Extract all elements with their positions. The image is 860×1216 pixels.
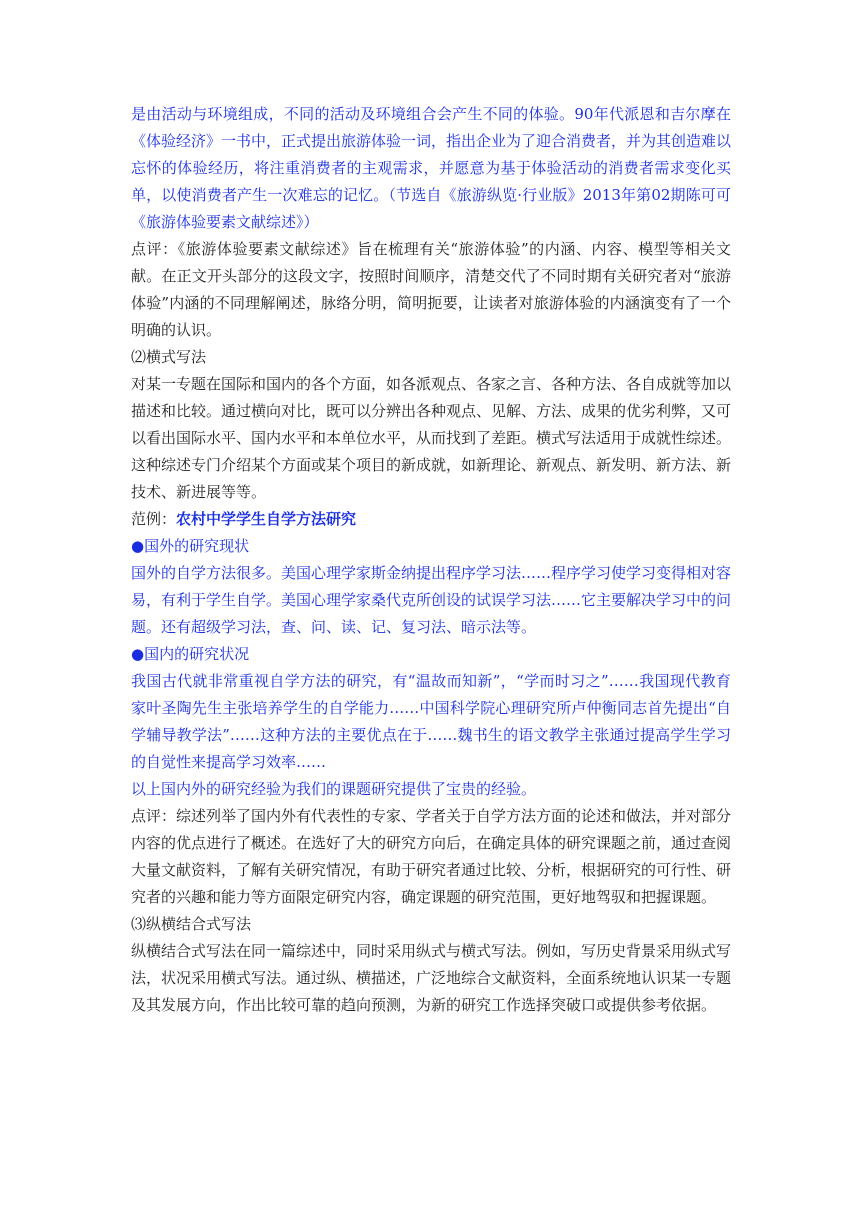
paragraph-horizontal-method: 对某一专题在国际和国内的各个方面，如各派观点、各家之言、各种方法、各自成就等加以描述和比较。通过横向对比，既可以分辨出各种观点、见解、方法、成果的优劣利弊，又可以看出国际水平、国内水平和本单位水平，从而找到了差距。横式写法适用于成就性综述。这种综述专门介绍某个方面或某个项目的新成就，如新理论、新观点、新发明、新方法、新技术、新进展等等。 [131, 375, 732, 501]
example-label: 范例： [131, 510, 177, 528]
example-line [131, 506, 731, 533]
paragraph-experience-definition: 是由活动与环境组成，不同的活动及环境组合会产生不同的体验。90年代派恩和吉尔摩在《体验经济》一书中，正式提出旅游体验一词，指出企业为了迎合消费者，并为其创造难以忘怀的体验经历，将注重消费者的主观需求，并愿意为基于体验活动的消费者需求变化买单，以使消费者产生一次难忘的记忆。（节选自《旅游纵览·行业版》2013年第02期陈可可《旅游体验要素文献综述》） [131, 105, 732, 231]
example-title: 农村中学学生自学方法研究 [176, 510, 357, 528]
document-body [131, 101, 731, 1019]
bullet-foreign-status: ●国外的研究现状 [131, 537, 250, 555]
heading-combined-method: ⑶纵横结合式写法 [131, 915, 252, 933]
paragraph-comment-1: 点评：《旅游体验要素文献综述》旨在梳理有关“旅游体验”的内涵、内容、模型等相关文献。在正文开头部分的这段文字，按照时间顺序，清楚交代了不同时期有关研究者对“旅游体验”内涵的不同理解阐述，脉络分明，简明扼要，让读者对旅游体验的内涵演变有了一个明确的认识。 [131, 240, 731, 339]
paragraph-summary: 以上国内外的研究经验为我们的课题研究提供了宝贵的经验。 [131, 780, 537, 798]
paragraph-foreign-status: 国外的自学方法很多。美国心理学家斯金纳提出程序学习法……程序学习使学习变得相对容易，有利于学生自学。美国心理学家桑代克所创设的试误学习法……它主要解决学习中的问题。还有超级学习法，查、问、读、记、复习法、暗示法等。 [131, 564, 732, 636]
paragraph-combined-method: 纵横结合式写法在同一篇综述中，同时采用纵式与横式写法。例如，写历史背景采用纵式写法，状况采用横式写法。通过纵、横描述，广泛地综合文献资料，全面系统地认识某一专题及其发展方向，作出比较可靠的趋向预测，为新的研究工作选择突破口或提供参考依据。 [131, 942, 732, 1014]
bullet-domestic-status: ●国内的研究状况 [131, 645, 250, 663]
paragraph-domestic-status: 我国古代就非常重视自学方法的研究，有“温故而知新”，“学而时习之”……我国现代教育家叶圣陶先生主张培养学生的自学能力……中国科学院心理研究所卢仲衡同志首先提出“自学辅导教学法”……这种方法的主要优点在于……魏书生的语文教学主张通过提高学生学习的自觉性来提高学习效率…… [131, 672, 731, 771]
paragraph-comment-2: 点评：综述列举了国内外有代表性的专家、学者关于自学方法方面的论述和做法，并对部分内容的优点进行了概述。在选好了大的研究方向后，在确定具体的研究课题之前，通过查阅大量文献资料，了解有关研究情况，有助于研究者通过比较、分析，根据研究的可行性、研究者的兴趣和能力等方面限定研究内容，确定课题的研究范围，更好地驾驭和把握课题。 [131, 807, 732, 906]
heading-horizontal-method: ⑵横式写法 [131, 348, 207, 366]
